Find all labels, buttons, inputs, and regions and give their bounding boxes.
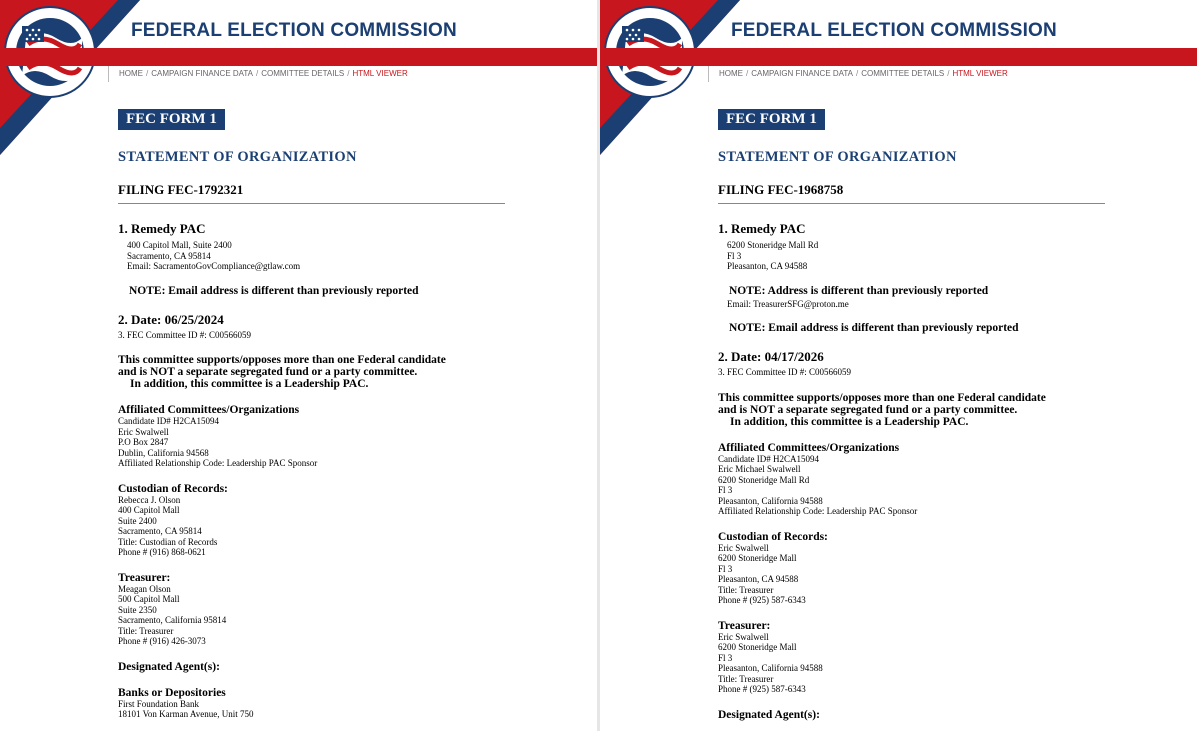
filing-id: FILING FEC-1792321: [118, 182, 505, 204]
custodian-list: Rebecca J. Olson 400 Capitol Mall Suite 2400 Sacramento, CA 95814 Title: Custodian of Records Phone # (916) 868-0621: [118, 494, 218, 557]
address-line: Pleasanton, CA 94588: [727, 261, 808, 271]
address-line: 6200 Stoneridge Mall Rd: [727, 240, 819, 250]
breadcrumb: HOME / CAMPAIGN FINANCE DATA / COMMITTEE DETAILS / HTML VIEWER: [708, 66, 1197, 82]
header-red-bar: [600, 48, 1197, 66]
affiliated-heading: Affiliated Committees/Organizations: [718, 441, 900, 454]
filing-date: 2. Date: 04/17/2026: [718, 349, 824, 364]
note-address: NOTE: Address is different than previously reported: [729, 284, 989, 297]
breadcrumb-home[interactable]: HOME: [719, 69, 743, 78]
support-statement: This committee supports/opposes more than one Federal candidate and is NOT a separate segregated fund or a party committee. In addition, this committee is a Leadership PAC.: [718, 391, 1046, 428]
treasurer-list: Meagan Olson 500 Capitol Mall Suite 2350 Sacramento, California 95814 Title: Treasurer Phone # (916) 426-3073: [118, 583, 227, 646]
address-line: 400 Capitol Mall, Suite 2400: [127, 240, 232, 250]
filing-id: FILING FEC-1968758: [718, 182, 1105, 204]
breadcrumb: HOME / CAMPAIGN FINANCE DATA / COMMITTEE DETAILS / HTML VIEWER: [108, 66, 597, 82]
banks-list: First Foundation Bank 18101 Von Karman Avenue, Unit 750: [118, 698, 254, 719]
support-statement: This committee supports/opposes more than one Federal candidate and is NOT a separate segregated fund or a party committee. In addition, this committee is a Leadership PAC.: [118, 354, 446, 390]
statement-heading: STATEMENT OF ORGANIZATION: [718, 149, 957, 165]
address-line: Fl 3: [727, 250, 742, 261]
filing-content: [118, 109, 518, 720]
breadcrumb-committee-details[interactable]: COMMITTEE DETAILS: [261, 69, 345, 78]
left-filing-panel: [0, 0, 597, 731]
note-email: NOTE: Email address is different than previously reported: [729, 322, 1019, 334]
agents-heading: Designated Agent(s):: [118, 660, 220, 673]
address-line: Sacramento, CA 95814: [127, 250, 211, 261]
custodian-heading: Custodian of Records:: [118, 482, 228, 495]
filing-content: [718, 109, 1118, 721]
form-badge: FEC FORM 1: [718, 109, 825, 130]
breadcrumb-campaign-finance[interactable]: CAMPAIGN FINANCE DATA: [151, 69, 254, 78]
page-title: FEDERAL ELECTION COMMISSION: [731, 20, 1057, 41]
breadcrumb-current: HTML VIEWER: [352, 69, 408, 78]
custodian-heading: Custodian of Records:: [718, 530, 828, 543]
note-email: NOTE: Email address is different than previously reported: [129, 284, 419, 297]
affiliated-list: Candidate ID# H2CA15094 Eric Swalwell P.O Box 2847 Dublin, California 94568 Affiliated Relationship Code: Leadership PAC Sponsor: [118, 416, 318, 468]
email-line: Email: SacramentoGovCompliance@gtlaw.com: [127, 261, 301, 271]
breadcrumb-home[interactable]: HOME: [119, 69, 143, 78]
committee-id: 3. FEC Committee ID #: C00566059: [718, 367, 852, 377]
committee-name: 1. Remedy PAC: [118, 221, 206, 236]
header-red-bar: [0, 48, 597, 66]
treasurer-heading: Treasurer:: [118, 571, 171, 584]
right-filing-panel: [600, 0, 1197, 731]
affiliated-list: Candidate ID# H2CA15094 Eric Michael Swalwell 6200 Stoneridge Mall Rd Fl 3 Pleasanton, California 94588 Affiliated Relationship Code: Leadership PAC Sponsor: [718, 453, 918, 516]
page-title: FEDERAL ELECTION COMMISSION: [131, 20, 457, 41]
treasurer-heading: Treasurer:: [718, 619, 771, 632]
form-badge: FEC FORM 1: [118, 109, 225, 130]
treasurer-list: Eric Swalwell 6200 Stoneridge Mall Fl 3 Pleasanton, California 94588 Title: Treasurer Phone # (925) 587-6343: [718, 631, 823, 694]
committee-name: 1. Remedy PAC: [718, 221, 806, 236]
breadcrumb-current: HTML VIEWER: [952, 69, 1008, 78]
statement-heading: STATEMENT OF ORGANIZATION: [118, 149, 357, 165]
custodian-list: Eric Swalwell 6200 Stoneridge Mall Fl 3 Pleasanton, CA 94588 Title: Treasurer Phone # (925) 587-6343: [718, 542, 806, 605]
filing-date: 2. Date: 06/25/2024: [118, 311, 224, 327]
breadcrumb-committee-details[interactable]: COMMITTEE DETAILS: [861, 69, 945, 78]
banks-heading: Banks or Depositories: [118, 686, 226, 699]
breadcrumb-campaign-finance[interactable]: CAMPAIGN FINANCE DATA: [751, 69, 854, 78]
email-line: Email: TreasurerSFG@proton.me: [727, 298, 849, 309]
agents-heading: Designated Agent(s):: [718, 708, 820, 721]
affiliated-heading: Affiliated Committees/Organizations: [118, 404, 300, 416]
committee-id: 3. FEC Committee ID #: C00566059: [118, 329, 252, 340]
